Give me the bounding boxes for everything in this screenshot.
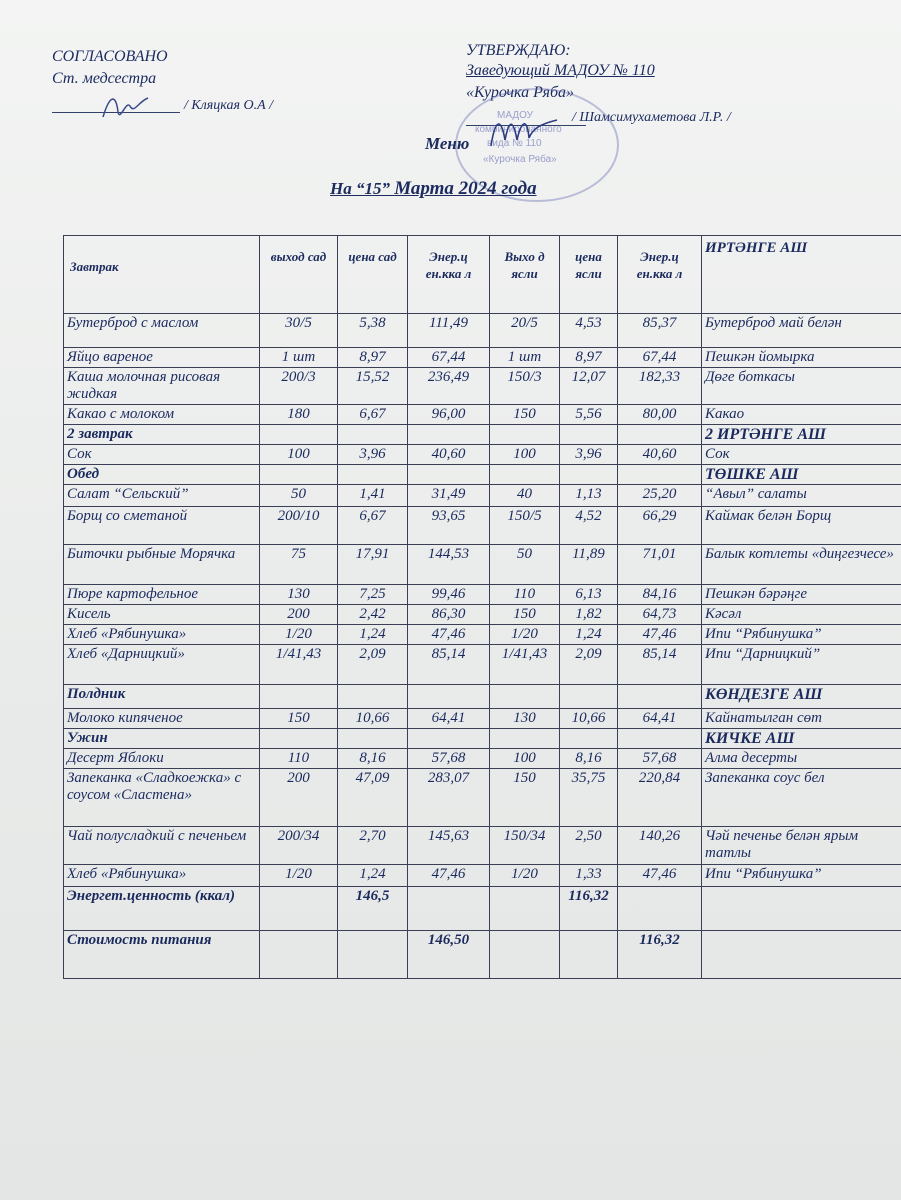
value-cell: 1/20 xyxy=(490,625,560,645)
value-cell: 180 xyxy=(260,405,338,425)
value-cell: 2,70 xyxy=(338,827,408,865)
value-cell: 17,91 xyxy=(338,545,408,585)
value-cell: 146,5 xyxy=(338,887,408,931)
dish-name-cell: Запеканка «Сладкоежка» с соусом «Сластена» xyxy=(64,769,260,827)
dish-name-cell: Салат “Сельский” xyxy=(64,485,260,507)
value-cell: 2,09 xyxy=(338,645,408,685)
value-cell: 140,26 xyxy=(618,827,702,865)
tatar-name-cell: Чәй печенье белән ярым татлы xyxy=(702,827,901,865)
value-cell: 85,14 xyxy=(408,645,490,685)
stamp-line-4: «Курочка Ряба» xyxy=(483,154,557,165)
header-cell: ИРТӘНГЕ АШ xyxy=(702,236,901,314)
section-row xyxy=(64,425,901,445)
agreed-label: СОГЛАСОВАНО xyxy=(52,48,168,65)
header-cell: цена сад xyxy=(338,236,408,314)
value-cell: 40,60 xyxy=(408,445,490,465)
value-cell: 200/10 xyxy=(260,507,338,545)
dish-name-cell: Обед xyxy=(64,465,260,485)
value-cell xyxy=(408,465,490,485)
value-cell: 200/34 xyxy=(260,827,338,865)
value-cell: 6,67 xyxy=(338,507,408,545)
value-cell: 25,20 xyxy=(618,485,702,507)
value-cell xyxy=(560,931,618,979)
table-row xyxy=(64,585,901,605)
value-cell xyxy=(260,887,338,931)
dish-name-cell: Яйцо вареное xyxy=(64,348,260,368)
value-cell: 150 xyxy=(490,769,560,827)
value-cell xyxy=(490,931,560,979)
value-cell: 1,82 xyxy=(560,605,618,625)
value-cell: 130 xyxy=(490,709,560,729)
value-cell xyxy=(618,685,702,709)
value-cell: 3,96 xyxy=(338,445,408,465)
dish-name-cell: Хлеб «Рябинушка» xyxy=(64,625,260,645)
value-cell: 11,89 xyxy=(560,545,618,585)
value-cell xyxy=(560,465,618,485)
tatar-name-cell: Ипи “Рябинушка” xyxy=(702,625,901,645)
value-cell xyxy=(408,887,490,931)
title-month: Марта 2024 года xyxy=(394,178,537,199)
dish-name-cell: Стоимость питания xyxy=(64,931,260,979)
value-cell: 67,44 xyxy=(618,348,702,368)
section-row xyxy=(64,729,901,749)
tatar-name-cell: Дөге боткасы xyxy=(702,368,901,405)
menu-table xyxy=(63,235,901,979)
header-cell: Завтрак xyxy=(64,236,260,314)
stamp-line-3: вида № 110 xyxy=(487,138,542,149)
total-row xyxy=(64,887,901,931)
value-cell xyxy=(338,931,408,979)
value-cell: 5,56 xyxy=(560,405,618,425)
dish-name-cell: Сок xyxy=(64,445,260,465)
value-cell: 1,24 xyxy=(338,625,408,645)
dish-name-cell: Энергет.ценность (ккал) xyxy=(64,887,260,931)
value-cell: 1,24 xyxy=(338,865,408,887)
table-row xyxy=(64,545,901,585)
value-cell: 1/20 xyxy=(260,865,338,887)
value-cell: 1 шт xyxy=(260,348,338,368)
value-cell xyxy=(490,729,560,749)
value-cell: 6,13 xyxy=(560,585,618,605)
value-cell: 1,33 xyxy=(560,865,618,887)
value-cell: 47,09 xyxy=(338,769,408,827)
value-cell xyxy=(408,685,490,709)
value-cell: 111,49 xyxy=(408,314,490,348)
value-cell: 144,53 xyxy=(408,545,490,585)
value-cell xyxy=(338,425,408,445)
section-row xyxy=(64,685,901,709)
tatar-name-cell: Запеканка соус бел xyxy=(702,769,901,827)
value-cell: 10,66 xyxy=(338,709,408,729)
table-row xyxy=(64,645,901,685)
value-cell: 96,00 xyxy=(408,405,490,425)
value-cell: 200/3 xyxy=(260,368,338,405)
value-cell xyxy=(338,685,408,709)
value-cell: 200 xyxy=(260,769,338,827)
value-cell: 64,41 xyxy=(618,709,702,729)
value-cell: 10,66 xyxy=(560,709,618,729)
tatar-name-cell: Бутерброд май белән xyxy=(702,314,901,348)
value-cell xyxy=(408,425,490,445)
value-cell: 99,46 xyxy=(408,585,490,605)
value-cell: 1 шт xyxy=(490,348,560,368)
nurse-signature xyxy=(98,92,158,124)
value-cell xyxy=(338,465,408,485)
value-cell xyxy=(260,465,338,485)
table-row xyxy=(64,769,901,827)
table-row xyxy=(64,485,901,507)
tatar-name-cell: Сок xyxy=(702,445,901,465)
value-cell xyxy=(490,887,560,931)
head-title: Заведующий МАДОУ № 110 xyxy=(466,62,655,79)
dish-name-cell: Хлеб «Рябинушка» xyxy=(64,865,260,887)
value-cell: 1/20 xyxy=(490,865,560,887)
tatar-name-cell: Кайнатылган сөт xyxy=(702,709,901,729)
table-row xyxy=(64,749,901,769)
total-row xyxy=(64,931,901,979)
value-cell: 64,73 xyxy=(618,605,702,625)
value-cell: 1/41,43 xyxy=(490,645,560,685)
header-cell: Энер.ц ен.кка л xyxy=(408,236,490,314)
value-cell xyxy=(618,729,702,749)
value-cell: 150 xyxy=(490,405,560,425)
dish-name-cell: Молоко кипяченое xyxy=(64,709,260,729)
dish-name-cell: Каша молочная рисовая жидкая xyxy=(64,368,260,405)
table-row xyxy=(64,827,901,865)
dish-name-cell: 2 завтрак xyxy=(64,425,260,445)
value-cell: 146,50 xyxy=(408,931,490,979)
table-row xyxy=(64,445,901,465)
value-cell: 64,41 xyxy=(408,709,490,729)
value-cell xyxy=(260,729,338,749)
value-cell xyxy=(618,465,702,485)
dish-name-cell: Биточки рыбные Морячка xyxy=(64,545,260,585)
table-row xyxy=(64,605,901,625)
value-cell: 7,25 xyxy=(338,585,408,605)
value-cell: 35,75 xyxy=(560,769,618,827)
table-body xyxy=(64,314,901,979)
nurse-name: / Кляцкая О.А / xyxy=(184,98,274,113)
value-cell: 116,32 xyxy=(560,887,618,931)
section-row xyxy=(64,465,901,485)
stamp-line-1: МАДОУ xyxy=(497,110,534,121)
value-cell xyxy=(560,729,618,749)
value-cell: 1,13 xyxy=(560,485,618,507)
value-cell: 8,16 xyxy=(338,749,408,769)
tatar-name-cell: Балык котлеты «диңгезчесе» xyxy=(702,545,901,585)
value-cell xyxy=(490,425,560,445)
value-cell: 100 xyxy=(490,749,560,769)
header-cell: цена ясли xyxy=(560,236,618,314)
tatar-name-cell: КИЧКЕ АШ xyxy=(702,729,901,749)
value-cell xyxy=(260,685,338,709)
value-cell: 8,16 xyxy=(560,749,618,769)
tatar-name-cell: Какао xyxy=(702,405,901,425)
value-cell: 93,65 xyxy=(408,507,490,545)
approve-label: УТВЕРЖДАЮ: xyxy=(466,42,571,59)
value-cell: 50 xyxy=(260,485,338,507)
value-cell: 30/5 xyxy=(260,314,338,348)
value-cell xyxy=(490,465,560,485)
nurse-title: Ст. медсестра xyxy=(52,70,157,87)
dish-name-cell: Борщ со сметаной xyxy=(64,507,260,545)
tatar-name-cell: Ипи “Дарницкий” xyxy=(702,645,901,685)
value-cell: 57,68 xyxy=(408,749,490,769)
value-cell xyxy=(338,729,408,749)
table-row xyxy=(64,368,901,405)
dish-name-cell: Ужин xyxy=(64,729,260,749)
value-cell: 2,50 xyxy=(560,827,618,865)
dish-name-cell: Кисель xyxy=(64,605,260,625)
header-cell: выход сад xyxy=(260,236,338,314)
value-cell: 220,84 xyxy=(618,769,702,827)
value-cell: 1/20 xyxy=(260,625,338,645)
value-cell: 200 xyxy=(260,605,338,625)
kindergarten-name: «Курочка Ряба» xyxy=(466,84,574,101)
value-cell: 150 xyxy=(260,709,338,729)
tatar-name-cell: “Авыл” салаты xyxy=(702,485,901,507)
value-cell: 8,97 xyxy=(338,348,408,368)
value-cell: 12,07 xyxy=(560,368,618,405)
value-cell: 130 xyxy=(260,585,338,605)
value-cell: 15,52 xyxy=(338,368,408,405)
value-cell: 20/5 xyxy=(490,314,560,348)
head-signature xyxy=(485,110,565,155)
value-cell: 1/41,43 xyxy=(260,645,338,685)
value-cell: 66,29 xyxy=(618,507,702,545)
tatar-name-cell xyxy=(702,931,901,979)
dish-name-cell: Пюре картофельное xyxy=(64,585,260,605)
tatar-name-cell: ТӨШКЕ АШ xyxy=(702,465,901,485)
head-name: / Шамсимухаметова Л.Р. / xyxy=(572,110,731,125)
value-cell: 2,09 xyxy=(560,645,618,685)
value-cell: 84,16 xyxy=(618,585,702,605)
tatar-name-cell xyxy=(702,887,901,931)
stamp-line-2: комбинированного xyxy=(475,124,562,135)
value-cell xyxy=(618,887,702,931)
value-cell: 3,96 xyxy=(560,445,618,465)
value-cell xyxy=(618,425,702,445)
value-cell: 182,33 xyxy=(618,368,702,405)
value-cell xyxy=(260,425,338,445)
value-cell: 80,00 xyxy=(618,405,702,425)
value-cell: 57,68 xyxy=(618,749,702,769)
value-cell xyxy=(260,931,338,979)
value-cell: 6,67 xyxy=(338,405,408,425)
menu-word: Меню xyxy=(425,134,470,153)
tatar-name-cell: Пешкән бәрәңге xyxy=(702,585,901,605)
value-cell xyxy=(560,685,618,709)
table-row xyxy=(64,625,901,645)
tatar-name-cell: Каймак белән Борщ xyxy=(702,507,901,545)
value-cell: 150/34 xyxy=(490,827,560,865)
dish-name-cell: Чай полусладкий с печеньем xyxy=(64,827,260,865)
table-row xyxy=(64,314,901,348)
value-cell: 40 xyxy=(490,485,560,507)
value-cell: 50 xyxy=(490,545,560,585)
value-cell: 1,24 xyxy=(560,625,618,645)
value-cell: 150 xyxy=(490,605,560,625)
table-row xyxy=(64,507,901,545)
value-cell xyxy=(490,685,560,709)
value-cell: 1,41 xyxy=(338,485,408,507)
page-title xyxy=(330,178,537,200)
dish-name-cell: Хлеб «Дарницкий» xyxy=(64,645,260,685)
value-cell: 283,07 xyxy=(408,769,490,827)
value-cell: 150/3 xyxy=(490,368,560,405)
value-cell: 100 xyxy=(260,445,338,465)
table-row xyxy=(64,348,901,368)
tatar-name-cell: Пешкән йомырка xyxy=(702,348,901,368)
value-cell xyxy=(560,425,618,445)
table-row xyxy=(64,709,901,729)
table-row xyxy=(64,865,901,887)
value-cell: 4,52 xyxy=(560,507,618,545)
value-cell: 236,49 xyxy=(408,368,490,405)
value-cell: 110 xyxy=(260,749,338,769)
value-cell: 40,60 xyxy=(618,445,702,465)
value-cell: 150/5 xyxy=(490,507,560,545)
dish-name-cell: Десерт Яблоки xyxy=(64,749,260,769)
value-cell: 145,63 xyxy=(408,827,490,865)
dish-name-cell: Какао с молоком xyxy=(64,405,260,425)
tatar-name-cell: 2 ИРТӘНГЕ АШ xyxy=(702,425,901,445)
tatar-name-cell: Ипи “Рябинушка” xyxy=(702,865,901,887)
tatar-name-cell: Кәсәл xyxy=(702,605,901,625)
header-cell: Энер.ц ен.кка л xyxy=(618,236,702,314)
value-cell: 5,38 xyxy=(338,314,408,348)
value-cell: 47,46 xyxy=(408,625,490,645)
value-cell: 116,32 xyxy=(618,931,702,979)
value-cell: 86,30 xyxy=(408,605,490,625)
value-cell: 31,49 xyxy=(408,485,490,507)
value-cell xyxy=(408,729,490,749)
header-cell: Выхо д ясли xyxy=(490,236,560,314)
value-cell: 47,46 xyxy=(618,625,702,645)
value-cell: 4,53 xyxy=(560,314,618,348)
value-cell: 71,01 xyxy=(618,545,702,585)
table-header-row xyxy=(64,236,901,314)
value-cell: 85,14 xyxy=(618,645,702,685)
value-cell: 8,97 xyxy=(560,348,618,368)
dish-name-cell: Бутерброд с маслом xyxy=(64,314,260,348)
tatar-name-cell: Алма десерты xyxy=(702,749,901,769)
value-cell: 47,46 xyxy=(618,865,702,887)
title-prefix: На “15” xyxy=(330,179,395,198)
value-cell: 67,44 xyxy=(408,348,490,368)
value-cell: 47,46 xyxy=(408,865,490,887)
value-cell: 100 xyxy=(490,445,560,465)
value-cell: 85,37 xyxy=(618,314,702,348)
value-cell: 75 xyxy=(260,545,338,585)
value-cell: 2,42 xyxy=(338,605,408,625)
value-cell: 110 xyxy=(490,585,560,605)
dish-name-cell: Полдник xyxy=(64,685,260,709)
tatar-name-cell: КӨНДЕЗГЕ АШ xyxy=(702,685,901,709)
table-row xyxy=(64,405,901,425)
